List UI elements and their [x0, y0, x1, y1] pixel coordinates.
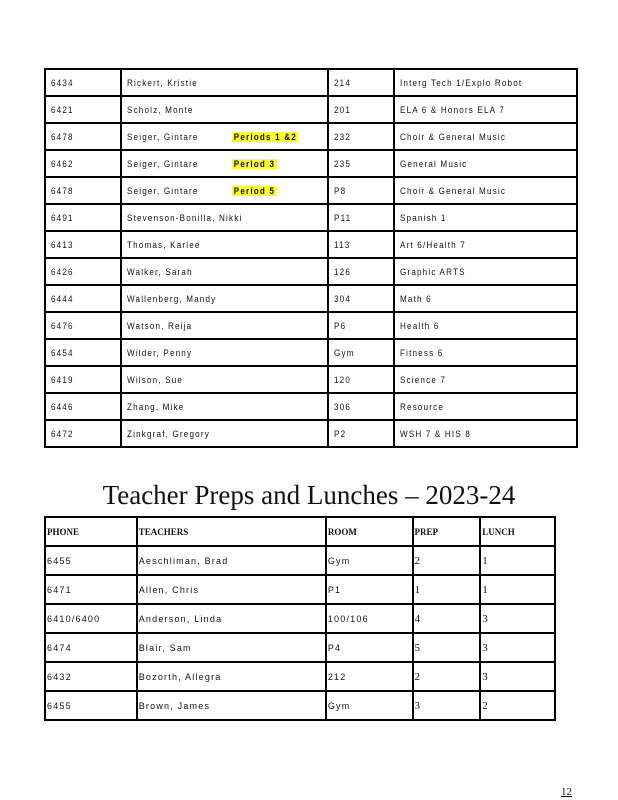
table-row	[45, 633, 555, 662]
phone-cell: 6478	[45, 123, 121, 150]
page-number: 12	[561, 786, 572, 798]
section-title: Teacher Preps and Lunches – 2023-24	[102, 480, 516, 510]
teacher-cell: Blair, Sam	[137, 633, 326, 662]
teacher-cell: Allen, Chris	[137, 575, 326, 604]
name-cell: Wallenberg, Mandy	[121, 285, 328, 312]
period-note: Period 3	[234, 158, 276, 169]
subject-cell: WSH 7 & HIS 8	[394, 420, 577, 447]
teacher-cell: Brown, James	[137, 691, 326, 720]
subject-cell: Choir & General Music	[394, 177, 577, 204]
phone-cell: 6491	[45, 204, 121, 231]
table-row	[45, 575, 555, 604]
name-cell: Stevenson-Bonilla, Nikki	[121, 204, 328, 231]
room-cell: Gym	[326, 691, 413, 720]
phone-cell: 6419	[45, 366, 121, 393]
subject-cell: ELA 6 & Honors ELA 7	[394, 96, 577, 123]
phone-cell: 6455	[45, 691, 137, 720]
room-cell: P11	[328, 204, 393, 231]
subject-cell: Interg Tech 1/Explo Robot	[394, 69, 577, 96]
lunch-cell: 3	[480, 604, 555, 633]
room-cell: 120	[328, 366, 393, 393]
prep-cell: 2	[413, 662, 481, 691]
name-cell: Seiger, Gintare Period 5	[121, 177, 328, 204]
room-cell: P6	[328, 312, 393, 339]
phone-cell: 6476	[45, 312, 121, 339]
subject-cell: Resource	[394, 393, 577, 420]
table-row	[45, 366, 577, 393]
phone-cell: 6462	[45, 150, 121, 177]
room-cell: 126	[328, 258, 393, 285]
teacher-cell: Anderson, Linda	[137, 604, 326, 633]
header-teachers: TEACHERS	[137, 517, 326, 546]
table-header-row	[45, 517, 555, 546]
room-cell: P8	[328, 177, 393, 204]
phone-cell: 6434	[45, 69, 121, 96]
phone-cell: 6410/6400	[45, 604, 137, 633]
subject-cell: Math 6	[394, 285, 577, 312]
phone-cell: 6471	[45, 575, 137, 604]
period-note: Period 5	[234, 185, 276, 196]
phone-cell: 6454	[45, 339, 121, 366]
prep-cell: 5	[413, 633, 481, 662]
name-cell: Seiger, Gintare Period 3	[121, 150, 328, 177]
room-cell: 214	[328, 69, 393, 96]
header-room: ROOM	[326, 517, 413, 546]
phone-cell: 6446	[45, 393, 121, 420]
prep-cell: 2	[413, 546, 481, 575]
subject-cell: General Music	[394, 150, 577, 177]
preps-lunches-table	[44, 516, 556, 721]
lunch-cell: 1	[480, 546, 555, 575]
phone-cell: 6413	[45, 231, 121, 258]
phone-cell: 6426	[45, 258, 121, 285]
name-cell: Walker, Sarah	[121, 258, 328, 285]
prep-cell: 4	[413, 604, 481, 633]
name-cell: Rickert, Kristie	[121, 69, 328, 96]
room-cell: 201	[328, 96, 393, 123]
lunch-cell: 2	[480, 691, 555, 720]
subject-cell: Choir & General Music	[394, 123, 577, 150]
name-cell: Zhang, Mike	[121, 393, 328, 420]
table-row	[45, 604, 555, 633]
lunch-cell: 3	[480, 633, 555, 662]
name-cell: Watson, Reija	[121, 312, 328, 339]
header-phone: PHONE	[45, 517, 137, 546]
name-cell: Scholz, Monte	[121, 96, 328, 123]
name-cell: Zinkgraf, Gregory	[121, 420, 328, 447]
name-cell: Wilder, Penny	[121, 339, 328, 366]
teacher-cell: Aeschliman, Brad	[137, 546, 326, 575]
subject-cell: Fitness 6	[394, 339, 577, 366]
room-cell: P4	[326, 633, 413, 662]
table-row	[45, 285, 577, 312]
subject-cell: Spanish 1	[394, 204, 577, 231]
table-row	[45, 69, 577, 96]
room-cell: P1	[326, 575, 413, 604]
table-row	[45, 393, 577, 420]
header-lunch: LUNCH	[480, 517, 555, 546]
table-row	[45, 96, 577, 123]
table-row	[45, 662, 555, 691]
header-prep: PREP	[413, 517, 481, 546]
room-cell: 306	[328, 393, 393, 420]
room-cell: 235	[328, 150, 393, 177]
table-row	[45, 339, 577, 366]
table-row	[45, 420, 577, 447]
staff-directory-table	[44, 68, 578, 448]
room-cell: 212	[326, 662, 413, 691]
table-row	[45, 231, 577, 258]
phone-cell: 6455	[45, 546, 137, 575]
room-cell: Gym	[328, 339, 393, 366]
subject-cell: Science 7	[394, 366, 577, 393]
name-cell: Thomas, Karlee	[121, 231, 328, 258]
prep-cell: 3	[413, 691, 481, 720]
room-cell: 113	[328, 231, 393, 258]
subject-cell: Graphic ARTS	[394, 258, 577, 285]
phone-cell: 6432	[45, 662, 137, 691]
lunch-cell: 1	[480, 575, 555, 604]
room-cell: 232	[328, 123, 393, 150]
phone-cell: 6478	[45, 177, 121, 204]
table-row	[45, 123, 577, 150]
table-row	[45, 177, 577, 204]
phone-cell: 6444	[45, 285, 121, 312]
table-row	[45, 691, 555, 720]
name-cell: Seiger, Gintare Periods 1 &2	[121, 123, 328, 150]
table-row	[45, 204, 577, 231]
table-row	[45, 258, 577, 285]
subject-cell: Health 6	[394, 312, 577, 339]
room-cell: 304	[328, 285, 393, 312]
phone-cell: 6472	[45, 420, 121, 447]
phone-cell: 6421	[45, 96, 121, 123]
room-cell: 100/106	[326, 604, 413, 633]
lunch-cell: 3	[480, 662, 555, 691]
teacher-cell: Bozorth, Allegra	[137, 662, 326, 691]
period-note: Periods 1 &2	[234, 131, 298, 142]
subject-cell: Art 6/Health 7	[394, 231, 577, 258]
phone-cell: 6474	[45, 633, 137, 662]
table-row	[45, 312, 577, 339]
name-cell: Wilson, Sue	[121, 366, 328, 393]
room-cell: Gym	[326, 546, 413, 575]
prep-cell: 1	[413, 575, 481, 604]
room-cell: P2	[328, 420, 393, 447]
table-row	[45, 546, 555, 575]
table-row	[45, 150, 577, 177]
